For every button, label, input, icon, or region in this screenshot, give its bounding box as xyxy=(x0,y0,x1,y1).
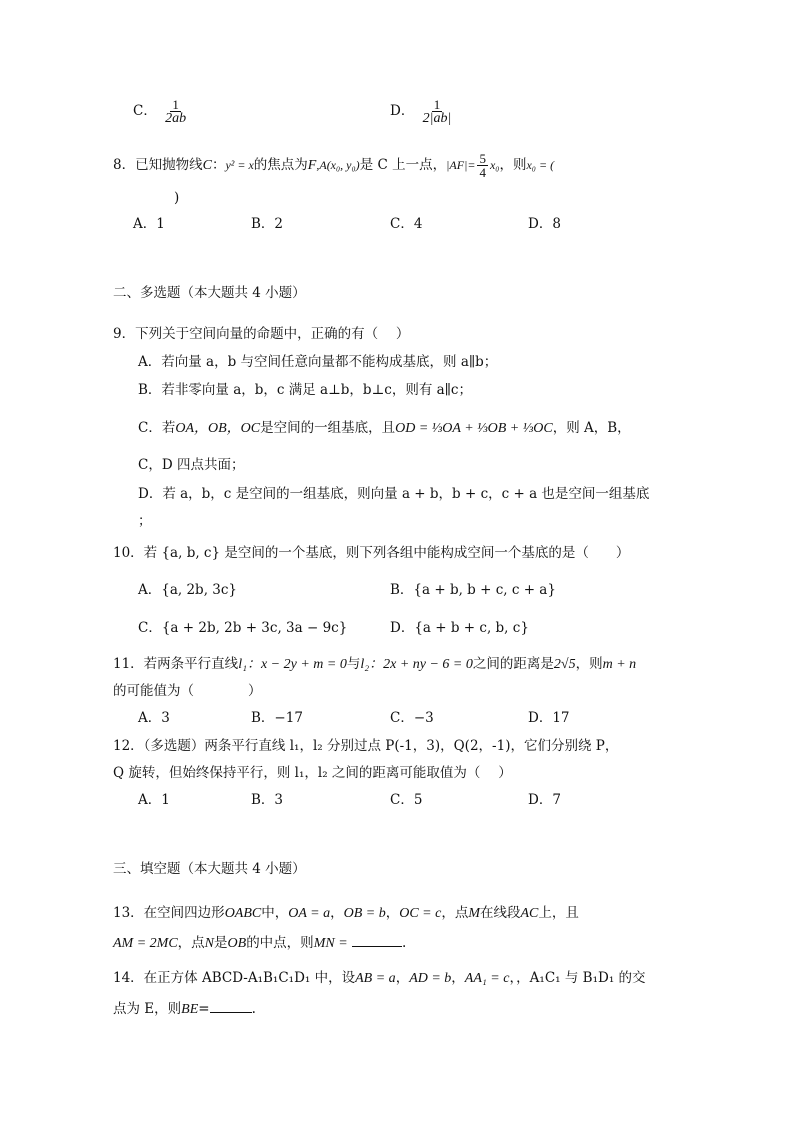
q12-option-b: B．3 xyxy=(251,792,284,808)
q9-stem: 9．下列关于空间向量的命题中，正确的有（ ） xyxy=(113,326,410,342)
q14-stem-cont: 点为 E，则BE= . xyxy=(113,1001,256,1017)
q8-stem: 8．已知抛物线C：y² = x的焦点为F,A(x₀, y₀)是 C 上一点，|AF|= $\frac{5}{4}$ x₀，则x₀ = ( xyxy=(113,151,555,180)
q8-fraction: $\frac{5}{4}$ xyxy=(479,151,486,180)
q11-stem: 11．若两条平行直线l₁：x − 2y + m = 0与l₂：2x + ny − 6 = 0之间的距离是2√5，则m + n xyxy=(113,656,637,672)
q9-option-c: C．若OA，OB，OC是空间的一组基底，且OD = ⅓OA + ⅓OB + ⅓OC，则 A，B， xyxy=(138,420,631,436)
q8-option-b: B．2 xyxy=(251,216,284,232)
section-heading-multiple-choice: 二、多选题（本大题共 4 小题） xyxy=(113,285,306,301)
q11-option-b: B．−17 xyxy=(251,710,303,726)
q9-option-b: B．若非零向量 a，b，c 满足 a⊥b，b⊥c，则有 a∥c； xyxy=(138,382,472,398)
q8-option-d: D．8 xyxy=(528,216,561,232)
q14-answer-blank[interactable] xyxy=(210,1000,252,1013)
q12-option-a: A．1 xyxy=(138,792,170,808)
q11-stem-cont: 的可能值为（ ） xyxy=(113,683,262,699)
q7-option-d-fraction: $\frac{1}{2|ab|}$ xyxy=(422,97,452,126)
q11-option-c: C．−3 xyxy=(390,710,434,726)
q7-option-c-fraction: $\frac{1}{2ab}$ xyxy=(165,97,187,126)
q12-stem: 12．（多选题）两条平行直线 l₁，l₂ 分别过点 P(-1，3)，Q(2，-1)，它们分别绕 P， xyxy=(113,738,619,754)
q10-option-b: B．{a + b, b + c, c + a} xyxy=(390,582,556,598)
q10-option-c: C．{a + 2b, 2b + 3c, 3a − 9c} xyxy=(138,620,348,636)
q12-option-d: D．7 xyxy=(528,792,561,808)
q13-stem-cont: AM = 2MC，点N是OB的中点，则MN = . xyxy=(113,935,407,951)
q9-option-c-cont: C，D 四点共面； xyxy=(138,457,245,473)
q7-option-d-label: D． xyxy=(390,103,415,119)
q14-stem: 14．在正方体 ABCD-A₁B₁C₁D₁ 中，设AB = a，AD = b，AA₁ = c，，A₁C₁ 与 B₁D₁ 的交 xyxy=(113,970,646,986)
q10-option-d: D．{a + b + c, b, c} xyxy=(390,620,529,636)
q10-option-a: A．{a, 2b, 3c} xyxy=(138,582,238,598)
q13-stem: 13．在空间四边形OABC中，OA = a，OB = b，OC = c，点M在线段AC上，且 xyxy=(113,905,579,921)
q9-option-d: D．若 a，b，c 是空间的一组基底，则向量 a + b，b + c，c + a 也是空间一组基底 xyxy=(138,486,650,502)
q9-option-d-cont: ； xyxy=(138,513,152,529)
q8-close-paren: ) xyxy=(174,190,180,206)
q7-option-d xyxy=(390,98,455,125)
q7-option-c-label: C． xyxy=(133,103,157,119)
q12-stem-cont: Q 旋转，但始终保持平行，则 l₁，l₂ 之间的距离可能取值为（ ） xyxy=(113,765,512,781)
q11-option-a: A．3 xyxy=(138,710,170,726)
q11-option-d: D．17 xyxy=(528,710,570,726)
q12-option-c: C．5 xyxy=(390,792,423,808)
q8-option-a: A．1 xyxy=(133,216,165,232)
section-heading-fill-blank: 三、填空题（本大题共 4 小题） xyxy=(113,861,306,877)
q8-option-c: C．4 xyxy=(390,216,423,232)
q10-stem: 10．若 {a, b, c} 是空间的一个基底，则下列各组中能构成空间一个基底的是（ ） xyxy=(113,545,630,561)
q9-option-a: A．若向量 a，b 与空间任意向量都不能构成基底，则 a∥b； xyxy=(138,354,498,370)
q7-option-c xyxy=(133,98,190,125)
q13-answer-blank[interactable] xyxy=(352,934,402,947)
